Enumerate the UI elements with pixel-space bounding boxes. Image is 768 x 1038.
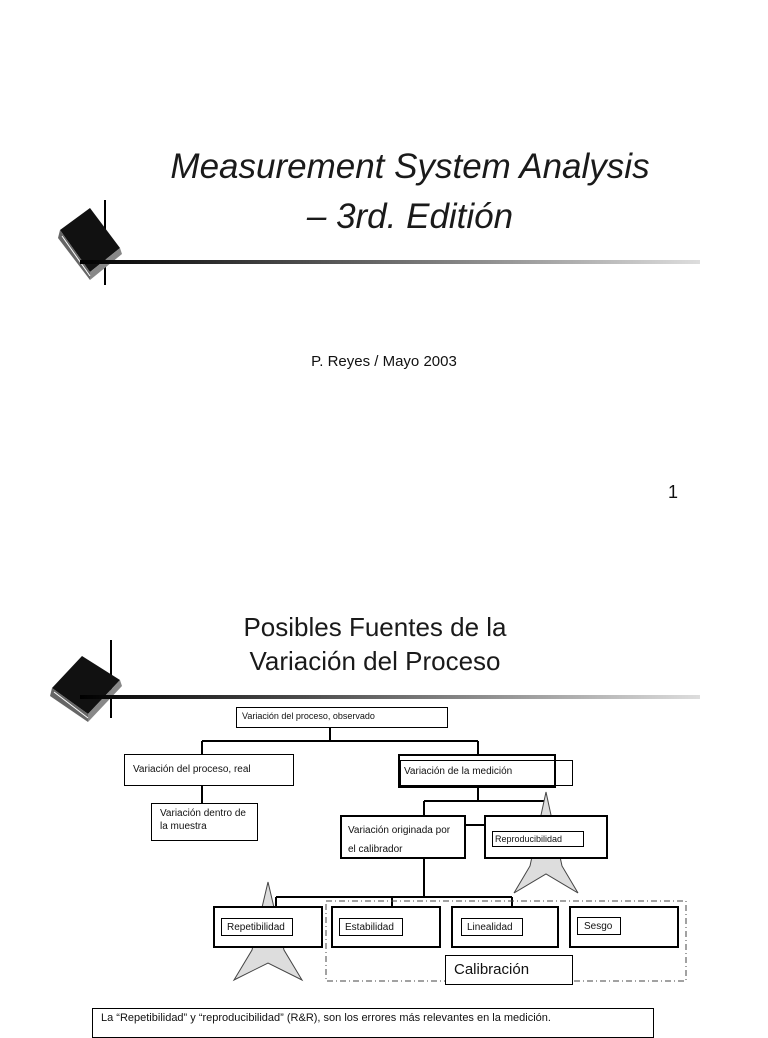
box-stability bbox=[331, 906, 441, 948]
slide2-title bbox=[175, 610, 575, 678]
slide1-title-line1: Measurement System Analysis bbox=[170, 147, 650, 186]
box-repeatability bbox=[213, 906, 323, 948]
box-gauge-variation: Variación originada por el calibrador bbox=[340, 815, 466, 859]
box-real-variation: Variación del proceso, real bbox=[124, 754, 294, 786]
box-reproducibility bbox=[484, 815, 608, 859]
box-within-sample: Variación dentro de la muestra bbox=[151, 803, 258, 841]
slide1-title bbox=[130, 142, 690, 242]
stability-label: Estabilidad bbox=[339, 918, 403, 936]
box-observed-variation: Variación del proceso, observado bbox=[236, 707, 448, 728]
diagram-connectors bbox=[0, 700, 768, 1024]
calibration-label: Calibración bbox=[445, 955, 573, 985]
linearity-label: Linealidad bbox=[461, 918, 523, 936]
repeatability-label: Repetibilidad bbox=[221, 918, 293, 936]
box-measurement-variation: Variación de la medición bbox=[398, 754, 556, 788]
measurement-frame bbox=[400, 760, 573, 786]
reproducibility-label: Reproducibilidad bbox=[492, 831, 584, 847]
page-number: 1 bbox=[668, 482, 679, 502]
author-date: P. Reyes / Mayo 2003 bbox=[311, 353, 457, 370]
bias-label: Sesgo bbox=[577, 917, 621, 935]
title-underline bbox=[80, 695, 700, 699]
slide2-title-line1: Posibles Fuentes de la bbox=[243, 612, 507, 642]
title-underline bbox=[80, 260, 700, 264]
box-linearity bbox=[451, 906, 559, 948]
slide2-title-line2: Variación del Proceso bbox=[249, 646, 501, 676]
footnote: La “Repetibilidad” y “reproducibilidad” (R&R), son los errores más relevantes en la medición. bbox=[92, 1008, 654, 1038]
slide1-title-line2: – 3rd. Editión bbox=[306, 197, 514, 236]
book-logo-icon bbox=[50, 200, 140, 290]
box-bias bbox=[569, 906, 679, 948]
